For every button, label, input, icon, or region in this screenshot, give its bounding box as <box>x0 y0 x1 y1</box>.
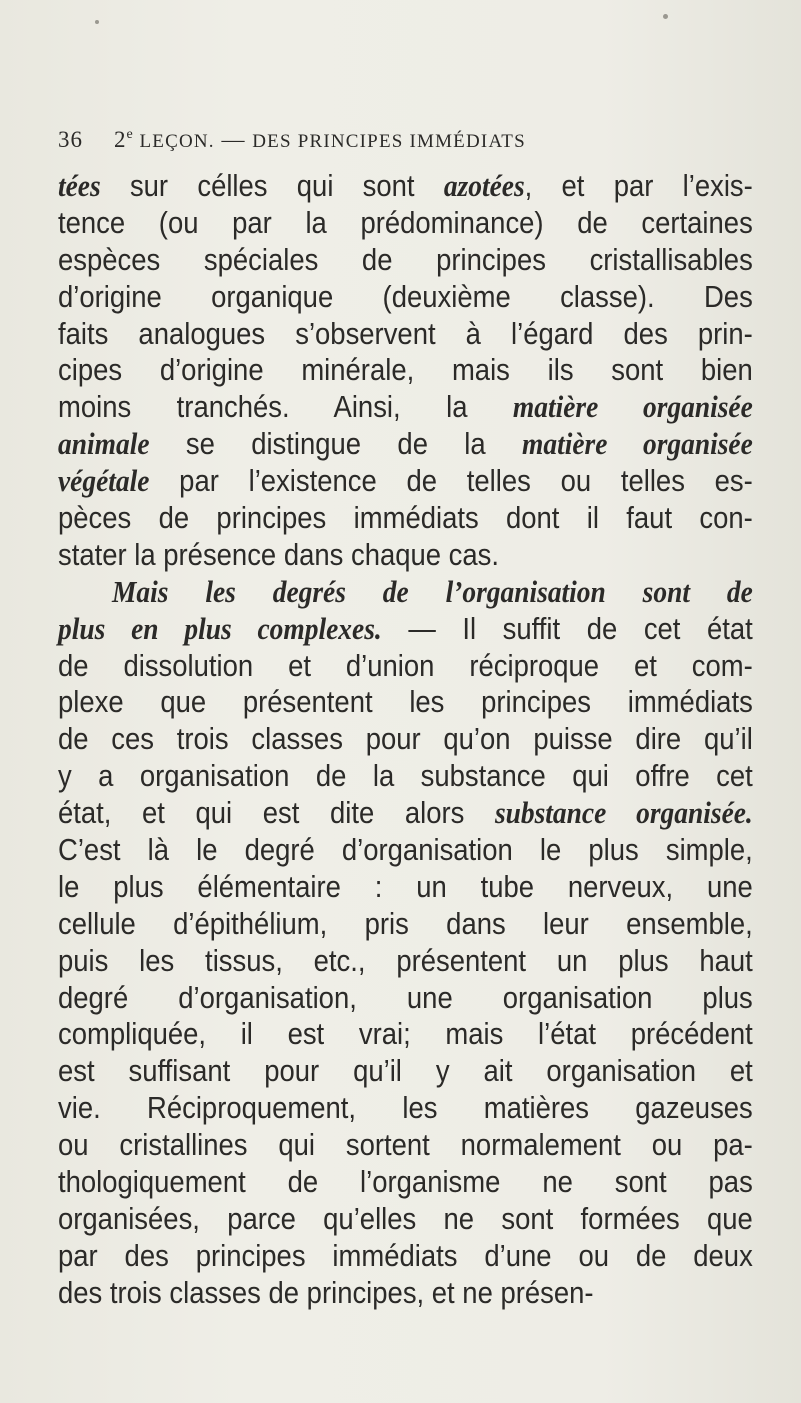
text-run: organisées, parce qu’elles ne sont formées que <box>58 1201 753 1236</box>
text-line <box>58 1090 753 1127</box>
text-run: par des principes immédiats d’une ou de deux <box>58 1238 753 1273</box>
text-run: degré d’organisation, une organisation plus <box>58 980 753 1015</box>
lesson-word: LEÇON. <box>139 131 215 152</box>
text-line <box>58 758 753 795</box>
text-line <box>58 832 753 869</box>
text-line <box>58 279 753 316</box>
text-line <box>58 463 753 500</box>
text-run: ou cristallines qui sortent normalement ou pa- <box>58 1128 753 1163</box>
running-title <box>114 127 526 153</box>
text-run: le plus élémentaire : un tube nerveux, une <box>58 869 753 904</box>
body-text <box>58 168 753 1312</box>
text-line <box>58 574 753 611</box>
text-line <box>58 316 753 353</box>
text-line <box>58 1016 753 1053</box>
paper-speck <box>95 20 99 24</box>
text-run: pèces de principes immédiats dont il faut con- <box>58 501 753 536</box>
text-run: moins tranchés. Ainsi, la <box>58 390 513 425</box>
text-line <box>58 1238 753 1275</box>
header-separator: — <box>221 127 246 152</box>
italic-term: matière organisée <box>512 390 753 425</box>
text-run: thologiquement de l’organisme ne sont pas <box>58 1165 753 1200</box>
text-line <box>58 389 753 426</box>
italic-term: tées <box>58 169 101 203</box>
text-run: de dissolution et d’union réciproque et com- <box>58 648 753 683</box>
text-line <box>58 648 753 685</box>
text-run: puis les tissus, etc., présentent un plus haut <box>58 943 753 978</box>
text-run: y a organisation de la substance qui offre cet <box>58 759 753 794</box>
text-run: plexe que présentent les principes immédiats <box>58 685 753 720</box>
text-line <box>58 168 753 205</box>
text-run: compliquée, il est vrai; mais l’état précédent <box>58 1017 753 1052</box>
text-line <box>58 980 753 1017</box>
italic-term: animale <box>58 427 150 462</box>
text-line <box>58 906 753 943</box>
text-line <box>58 869 753 906</box>
text-run: stater la présence dans chaque cas. <box>58 537 499 572</box>
text-run: cellule d’épithélium, pris dans leur ensemble, <box>58 906 753 941</box>
text-run: se distingue de la <box>149 427 523 462</box>
text-run: vie. Réciproquement, les matières gazeuses <box>58 1091 753 1126</box>
text-run: tence (ou par la prédominance) de certaines <box>58 205 753 240</box>
text-line <box>58 1275 753 1312</box>
text-line <box>58 1127 753 1164</box>
text-line <box>58 537 753 574</box>
lesson-superscript: e <box>126 127 133 142</box>
section-title: DES PRINCIPES IMMÉDIATS <box>252 131 526 152</box>
text-run: d’origine organique (deuxième classe). Des <box>58 279 753 314</box>
paragraph-1 <box>58 168 753 574</box>
text-run: par l’existence de telles ou telles es- <box>149 464 753 499</box>
text-line <box>58 721 753 758</box>
text-run: espèces spéciales de principes cristallisables <box>58 242 753 277</box>
text-run: est suffisant pour qu’il y ait organisation et <box>58 1054 753 1089</box>
text-run: des trois classes de principes, et ne présen- <box>58 1275 594 1310</box>
text-line <box>58 352 753 389</box>
page-number: 36 <box>58 127 83 152</box>
text-line <box>58 500 753 537</box>
text-run: cipes d’origine minérale, mais ils sont bien <box>58 353 753 388</box>
text-run: état, et qui est dite alors <box>58 796 495 831</box>
text-run: faits analogues s’observent à l’égard des prin- <box>58 316 753 351</box>
text-line <box>58 1164 753 1201</box>
text-line <box>58 684 753 721</box>
paper-speck <box>663 14 668 19</box>
italic-term: plus en plus complexes. <box>58 611 382 646</box>
text-run: — Il suffit de cet état <box>381 611 753 646</box>
running-header <box>58 127 758 153</box>
text-line <box>58 426 753 463</box>
lesson-number: 2 <box>114 127 127 152</box>
italic-term: substance organisée. <box>494 796 753 831</box>
text-run: sur célles qui sont <box>100 169 444 203</box>
text-line <box>58 611 753 648</box>
text-line <box>58 242 753 279</box>
text-line <box>58 1053 753 1090</box>
text-line <box>58 795 753 832</box>
text-run: , et par l’exis- <box>524 169 753 203</box>
italic-term: végétale <box>58 464 150 499</box>
text-line <box>58 943 753 980</box>
italic-term: matière organisée <box>522 427 753 462</box>
paragraph-2 <box>58 574 753 1312</box>
text-run: C’est là le degré d’organisation le plus simple, <box>58 833 753 868</box>
text-line <box>58 1201 753 1238</box>
italic-term: azotées <box>443 169 525 203</box>
text-line <box>58 205 753 242</box>
text-run: de ces trois classes pour qu’on puisse dire qu’il <box>58 722 753 757</box>
italic-term: Mais les degrés de l’organisation sont de <box>112 574 753 609</box>
